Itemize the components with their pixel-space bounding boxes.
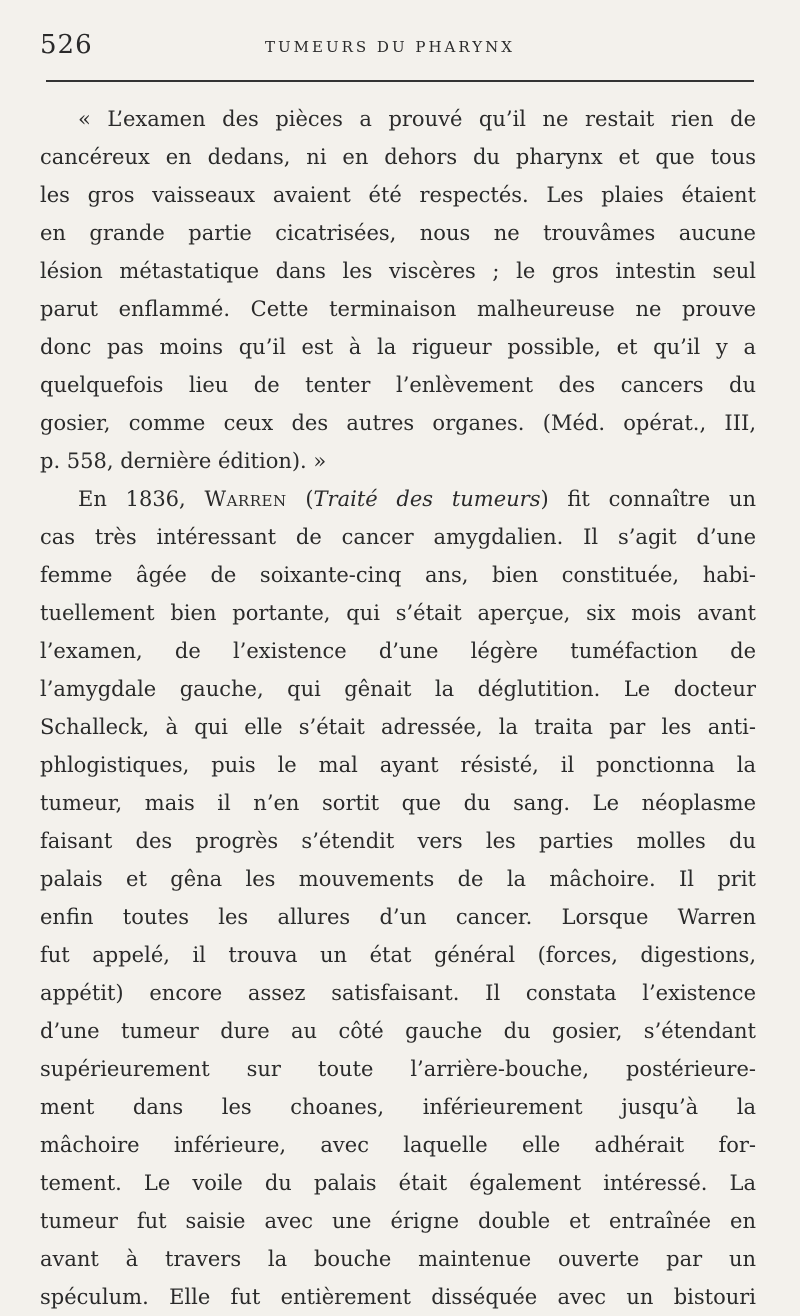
text-line: lésion métastatique dans les viscères ; le gros intestin seul <box>40 259 756 283</box>
text-fragment: En 1836, <box>78 487 205 511</box>
text-line: cancéreux en dedans, ni en dehors du pharynx et que tous <box>40 145 756 169</box>
text-line: fut appelé, il trouva un état général (forces, digestions, <box>40 943 756 967</box>
text-line: palais et gêna les mouvements de la mâchoire. Il prit <box>40 867 756 891</box>
text-fragment: ) fit connaître un <box>540 487 756 511</box>
text-line: l’amygdale gauche, qui gênait la déglutition. Le docteur <box>40 677 756 701</box>
text-line: cas très intéressant de cancer amygdalien. Il s’agit d’une <box>40 525 756 549</box>
text-line: enfin toutes les allures d’un cancer. Lorsque Warren <box>40 905 756 929</box>
text-line: tement. Le voile du palais était également intéressé. La <box>40 1171 756 1195</box>
text-line: phlogistiques, puis le mal ayant résisté, il ponctionna la <box>40 753 756 777</box>
text-line: les gros vaisseaux avaient été respectés. Les plaies étaient <box>40 183 756 207</box>
text-line: femme âgée de soixante-cinq ans, bien constituée, habi- <box>40 563 756 587</box>
text-line: mâchoire inférieure, avec laquelle elle adhérait for- <box>40 1133 756 1157</box>
header-rule <box>46 80 754 82</box>
text-line: donc pas moins qu’il est à la rigueur possible, et qu’il y a <box>40 335 756 359</box>
text-line: p. 558, dernière édition). » <box>40 449 327 473</box>
text-line: « L’examen des pièces a prouvé qu’il ne restait rien de <box>78 107 756 131</box>
author-name: Warren <box>204 487 287 511</box>
text-line: faisant des progrès s’étendit vers les parties molles du <box>40 829 756 853</box>
text-line: avant à travers la bouche maintenue ouverte par un <box>40 1247 756 1271</box>
text-line: ment dans les choanes, inférieurement jusqu’à la <box>40 1095 756 1119</box>
text-line: Schalleck, à qui elle s’était adressée, la traita par les anti- <box>40 715 756 739</box>
text-line: gosier, comme ceux des autres organes. (Méd. opérat., III, <box>40 411 756 435</box>
text-line: supérieurement sur toute l’arrière-bouche, postérieure- <box>40 1057 756 1081</box>
running-head <box>40 30 754 64</box>
text-line: l’examen, de l’existence d’une légère tuméfaction de <box>40 639 756 663</box>
text-line: spéculum. Elle fut entièrement disséquée avec un bistouri <box>40 1285 756 1309</box>
body-text <box>40 100 756 1316</box>
text-fragment: ( <box>286 487 314 511</box>
text-line: quelquefois lieu de tenter l’enlèvement des cancers du <box>40 373 756 397</box>
text-line: tumeur, mais il n’en sortit que du sang. Le néoplasme <box>40 791 756 815</box>
page-number: 526 <box>40 30 93 60</box>
running-title: TUMEURS DU PHARYNX <box>265 38 515 56</box>
text-line: tumeur fut saisie avec une érigne double et entraînée en <box>40 1209 756 1233</box>
paragraph-start-line <box>40 480 756 518</box>
text-line: d’une tumeur dure au côté gauche du gosier, s’étendant <box>40 1019 756 1043</box>
text-line: appétit) encore assez satisfaisant. Il constata l’existence <box>40 981 756 1005</box>
text-line: en grande partie cicatrisées, nous ne trouvâmes aucune <box>40 221 756 245</box>
text-line: tuellement bien portante, qui s’était aperçue, six mois avant <box>40 601 756 625</box>
text-line: parut enflammé. Cette terminaison malheureuse ne prouve <box>40 297 756 321</box>
cited-work-title: Traité des tumeurs <box>313 487 541 511</box>
